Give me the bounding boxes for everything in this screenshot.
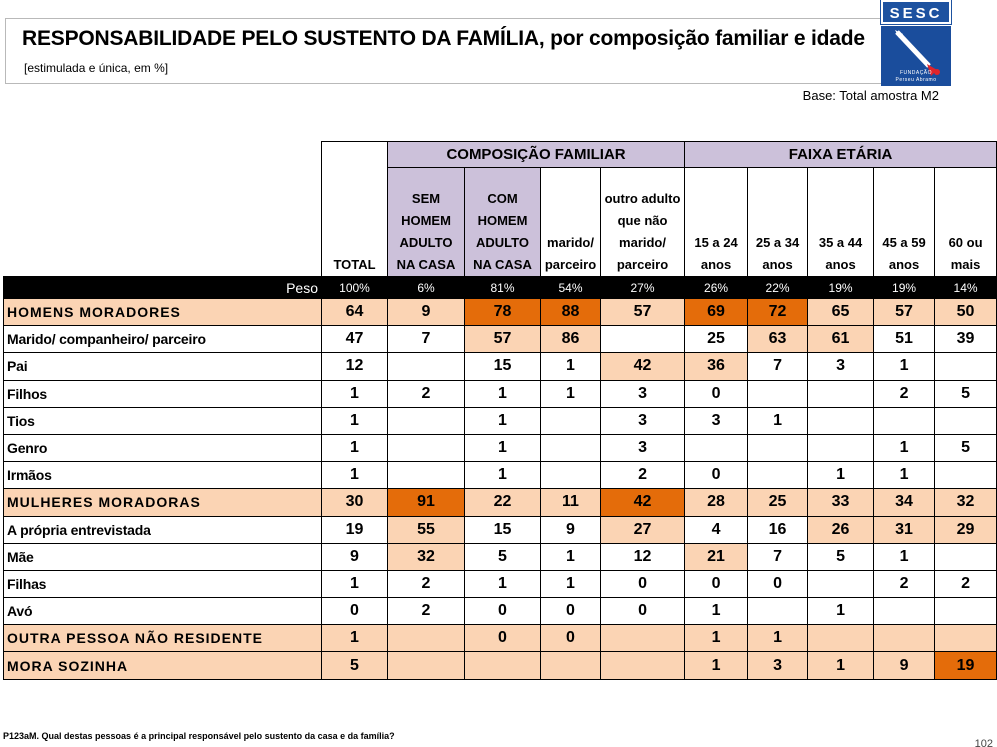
value-cell: 25 xyxy=(748,489,808,516)
value-cell xyxy=(808,625,874,652)
column-header-line: 45 a 59 xyxy=(882,235,926,250)
value-cell xyxy=(874,598,935,625)
table-row xyxy=(4,407,997,434)
column-header xyxy=(601,168,685,277)
value-cell: 0 xyxy=(748,570,808,597)
value-cell xyxy=(808,407,874,434)
value-cell: 1 xyxy=(322,570,388,597)
column-header-line: 35 a 44 xyxy=(818,235,863,250)
value-cell: 26 xyxy=(808,516,874,543)
category-row xyxy=(4,489,997,516)
group-header-composicao: COMPOSIÇÃO FAMILIAR xyxy=(388,142,685,168)
value-cell xyxy=(935,407,997,434)
value-cell: 1 xyxy=(322,434,388,461)
value-cell xyxy=(465,652,541,679)
value-cell xyxy=(685,434,748,461)
value-cell: 0 xyxy=(541,598,601,625)
value-cell: 15 xyxy=(465,353,541,380)
value-cell: 0 xyxy=(322,598,388,625)
value-cell: 78 xyxy=(465,299,541,326)
column-header-line: marido/ xyxy=(619,235,666,250)
table-row xyxy=(4,516,997,543)
value-cell: 31 xyxy=(874,516,935,543)
value-cell: 64 xyxy=(322,299,388,326)
value-cell: 0 xyxy=(465,598,541,625)
value-cell: 21 xyxy=(685,543,748,570)
column-header-line: 25 a 34 xyxy=(755,235,800,250)
table-row xyxy=(4,326,997,353)
peso-value: 26% xyxy=(685,277,748,299)
value-cell: 3 xyxy=(685,407,748,434)
value-cell: 42 xyxy=(601,353,685,380)
value-cell: 32 xyxy=(935,489,997,516)
column-header-line: anos xyxy=(700,257,732,272)
table-row xyxy=(4,598,997,625)
row-label: Irmãos xyxy=(4,462,322,489)
value-cell xyxy=(388,652,465,679)
logo xyxy=(881,0,951,86)
table-row xyxy=(4,570,997,597)
value-cell: 0 xyxy=(601,570,685,597)
value-cell: 57 xyxy=(465,326,541,353)
value-cell: 5 xyxy=(322,652,388,679)
row-label: A própria entrevistada xyxy=(4,516,322,543)
value-cell: 57 xyxy=(601,299,685,326)
value-cell: 1 xyxy=(541,380,601,407)
value-cell: 0 xyxy=(685,462,748,489)
row-label: Filhos xyxy=(4,380,322,407)
column-header-line: anos xyxy=(825,257,856,272)
peso-value: 54% xyxy=(541,277,601,299)
column-header-line: NA CASA xyxy=(396,257,456,272)
column-header-line: COM xyxy=(487,191,518,206)
fundacao-logo xyxy=(881,26,951,86)
value-cell: 9 xyxy=(388,299,465,326)
value-cell xyxy=(601,326,685,353)
column-header-line: HOMEM xyxy=(477,213,528,228)
value-cell: 1 xyxy=(322,462,388,489)
table-row xyxy=(4,380,997,407)
value-cell: 19 xyxy=(322,516,388,543)
column-header xyxy=(685,168,748,277)
value-cell: 72 xyxy=(748,299,808,326)
column-header-line: ADULTO xyxy=(476,235,529,250)
value-cell: 1 xyxy=(808,462,874,489)
column-header-line: ADULTO xyxy=(399,235,453,250)
peso-value: 19% xyxy=(808,277,874,299)
value-cell: 22 xyxy=(465,489,541,516)
row-label: HOMENS MORADORES xyxy=(4,299,322,326)
value-cell: 1 xyxy=(685,625,748,652)
value-cell xyxy=(541,652,601,679)
value-cell: 86 xyxy=(541,326,601,353)
value-cell: 1 xyxy=(322,407,388,434)
value-cell xyxy=(874,625,935,652)
value-cell: 2 xyxy=(874,570,935,597)
column-header xyxy=(935,168,997,277)
value-cell xyxy=(748,434,808,461)
value-cell: 50 xyxy=(935,299,997,326)
column-header-line: outro adulto xyxy=(604,191,681,206)
column-header xyxy=(541,168,601,277)
value-cell: 61 xyxy=(808,326,874,353)
value-cell xyxy=(808,570,874,597)
value-cell xyxy=(874,407,935,434)
peso-value: 27% xyxy=(601,277,685,299)
value-cell: 2 xyxy=(874,380,935,407)
group-header-faixa: FAIXA ETÁRIA xyxy=(685,142,997,168)
column-header xyxy=(874,168,935,277)
base-label: Base: Total amostra M2 xyxy=(802,88,939,103)
value-cell: 3 xyxy=(601,434,685,461)
value-cell: 9 xyxy=(541,516,601,543)
peso-value: 6% xyxy=(388,277,465,299)
value-cell: 9 xyxy=(874,652,935,679)
value-cell: 19 xyxy=(935,652,997,679)
corner-cell xyxy=(4,142,322,168)
value-cell: 27 xyxy=(601,516,685,543)
column-header-line: parceiro xyxy=(616,257,669,272)
column-header-line: NA CASA xyxy=(473,257,532,272)
column-header xyxy=(465,168,541,277)
value-cell: 3 xyxy=(808,353,874,380)
value-cell: 2 xyxy=(388,570,465,597)
value-cell: 0 xyxy=(685,380,748,407)
category-row xyxy=(4,625,997,652)
value-cell: 1 xyxy=(808,598,874,625)
page-subtitle: [estimulada e única, em %] xyxy=(24,61,169,75)
value-cell: 1 xyxy=(465,407,541,434)
value-cell: 2 xyxy=(388,598,465,625)
value-cell: 1 xyxy=(685,652,748,679)
value-cell xyxy=(388,434,465,461)
value-cell xyxy=(935,462,997,489)
value-cell xyxy=(388,353,465,380)
value-cell: 55 xyxy=(388,516,465,543)
sesc-logo: SESC xyxy=(881,0,951,24)
value-cell: 25 xyxy=(685,326,748,353)
logo-line2: Perseu Abramo xyxy=(895,77,937,83)
value-cell: 1 xyxy=(874,353,935,380)
column-header-line: TOTAL xyxy=(333,257,376,272)
value-cell: 28 xyxy=(685,489,748,516)
row-label: MORA SOZINHA xyxy=(4,652,322,679)
value-cell: 7 xyxy=(388,326,465,353)
value-cell: 33 xyxy=(808,489,874,516)
value-cell: 1 xyxy=(541,570,601,597)
peso-value: 19% xyxy=(874,277,935,299)
page-number: 102 xyxy=(974,738,993,747)
value-cell: 34 xyxy=(874,489,935,516)
peso-label: Peso xyxy=(4,277,322,299)
value-cell: 1 xyxy=(322,625,388,652)
column-header xyxy=(322,168,388,277)
column-header-line: SEM xyxy=(411,191,441,206)
value-cell: 5 xyxy=(935,434,997,461)
value-cell: 1 xyxy=(465,462,541,489)
value-cell xyxy=(541,407,601,434)
value-cell xyxy=(748,462,808,489)
value-cell xyxy=(935,625,997,652)
value-cell: 1 xyxy=(748,625,808,652)
value-cell: 42 xyxy=(601,489,685,516)
column-header xyxy=(748,168,808,277)
value-cell: 15 xyxy=(465,516,541,543)
value-cell: 9 xyxy=(322,543,388,570)
value-cell: 0 xyxy=(685,570,748,597)
results-table xyxy=(3,141,997,680)
value-cell: 1 xyxy=(748,407,808,434)
column-header-line: anos xyxy=(762,257,793,272)
value-cell: 1 xyxy=(541,353,601,380)
corner-cell xyxy=(4,168,322,277)
value-cell: 3 xyxy=(601,407,685,434)
question-footnote: P123aM. Qual destas pessoas é a principal responsável pelo sustento da casa e da família? xyxy=(3,731,395,741)
value-cell xyxy=(935,353,997,380)
row-label: Marido/ companheiro/ parceiro xyxy=(4,326,322,353)
row-label: Filhas xyxy=(4,570,322,597)
value-cell xyxy=(388,625,465,652)
row-label: Genro xyxy=(4,434,322,461)
value-cell: 2 xyxy=(935,570,997,597)
row-label: Pai xyxy=(4,353,322,380)
category-row xyxy=(4,652,997,679)
peso-value: 81% xyxy=(465,277,541,299)
total-group-cell xyxy=(322,142,388,168)
column-header-line: mais xyxy=(950,257,981,272)
value-cell: 1 xyxy=(874,434,935,461)
value-cell: 3 xyxy=(601,380,685,407)
value-cell: 30 xyxy=(322,489,388,516)
value-cell xyxy=(935,598,997,625)
value-cell: 69 xyxy=(685,299,748,326)
value-cell: 51 xyxy=(874,326,935,353)
value-cell: 0 xyxy=(601,598,685,625)
value-cell: 1 xyxy=(465,570,541,597)
row-label: Avó xyxy=(4,598,322,625)
value-cell: 39 xyxy=(935,326,997,353)
value-cell xyxy=(808,434,874,461)
peso-value: 22% xyxy=(748,277,808,299)
value-cell: 1 xyxy=(465,380,541,407)
value-cell: 32 xyxy=(388,543,465,570)
value-cell: 1 xyxy=(685,598,748,625)
value-cell: 11 xyxy=(541,489,601,516)
column-header-line: anos xyxy=(888,257,920,272)
value-cell: 1 xyxy=(465,434,541,461)
column-header-line: marido/ xyxy=(547,235,594,250)
value-cell: 7 xyxy=(748,543,808,570)
value-cell: 65 xyxy=(808,299,874,326)
value-cell xyxy=(541,434,601,461)
value-cell: 12 xyxy=(322,353,388,380)
value-cell: 5 xyxy=(808,543,874,570)
value-cell: 1 xyxy=(874,543,935,570)
value-cell: 91 xyxy=(388,489,465,516)
table-row xyxy=(4,353,997,380)
value-cell: 88 xyxy=(541,299,601,326)
value-cell xyxy=(748,380,808,407)
value-cell: 16 xyxy=(748,516,808,543)
value-cell: 1 xyxy=(808,652,874,679)
value-cell: 2 xyxy=(388,380,465,407)
page-title: RESPONSABILIDADE PELO SUSTENTO DA FAMÍLIA, por composição familiar e idade xyxy=(22,27,865,50)
column-header-line: 60 ou xyxy=(948,235,983,250)
value-cell: 1 xyxy=(874,462,935,489)
value-cell: 7 xyxy=(748,353,808,380)
value-cell xyxy=(808,380,874,407)
column-header-line: que não xyxy=(617,213,668,228)
value-cell xyxy=(388,407,465,434)
title-box xyxy=(5,18,949,84)
peso-value: 100% xyxy=(322,277,388,299)
value-cell: 57 xyxy=(874,299,935,326)
column-header xyxy=(388,168,465,277)
column-header-line: HOMEM xyxy=(401,213,451,228)
row-label: Tios xyxy=(4,407,322,434)
peso-value: 14% xyxy=(935,277,997,299)
column-header-line: parceiro xyxy=(544,257,597,272)
value-cell: 3 xyxy=(748,652,808,679)
value-cell xyxy=(748,598,808,625)
value-cell: 2 xyxy=(601,462,685,489)
row-label: MULHERES MORADORAS xyxy=(4,489,322,516)
column-header-line: 15 a 24 xyxy=(694,235,738,250)
value-cell: 5 xyxy=(935,380,997,407)
value-cell: 4 xyxy=(685,516,748,543)
value-cell: 1 xyxy=(541,543,601,570)
value-cell xyxy=(388,462,465,489)
value-cell: 0 xyxy=(465,625,541,652)
column-header xyxy=(808,168,874,277)
value-cell: 36 xyxy=(685,353,748,380)
row-label: OUTRA PESSOA NÃO RESIDENTE xyxy=(4,625,322,652)
value-cell: 29 xyxy=(935,516,997,543)
logo-line1: FUNDAÇÃO xyxy=(899,70,933,76)
value-cell: 47 xyxy=(322,326,388,353)
value-cell: 12 xyxy=(601,543,685,570)
value-cell: 1 xyxy=(322,380,388,407)
category-row xyxy=(4,299,997,326)
value-cell xyxy=(541,462,601,489)
table-row xyxy=(4,462,997,489)
value-cell xyxy=(601,625,685,652)
table-row xyxy=(4,543,997,570)
value-cell: 5 xyxy=(465,543,541,570)
table-row xyxy=(4,434,997,461)
row-label: Mãe xyxy=(4,543,322,570)
value-cell: 0 xyxy=(541,625,601,652)
value-cell xyxy=(601,652,685,679)
value-cell xyxy=(935,543,997,570)
value-cell: 63 xyxy=(748,326,808,353)
